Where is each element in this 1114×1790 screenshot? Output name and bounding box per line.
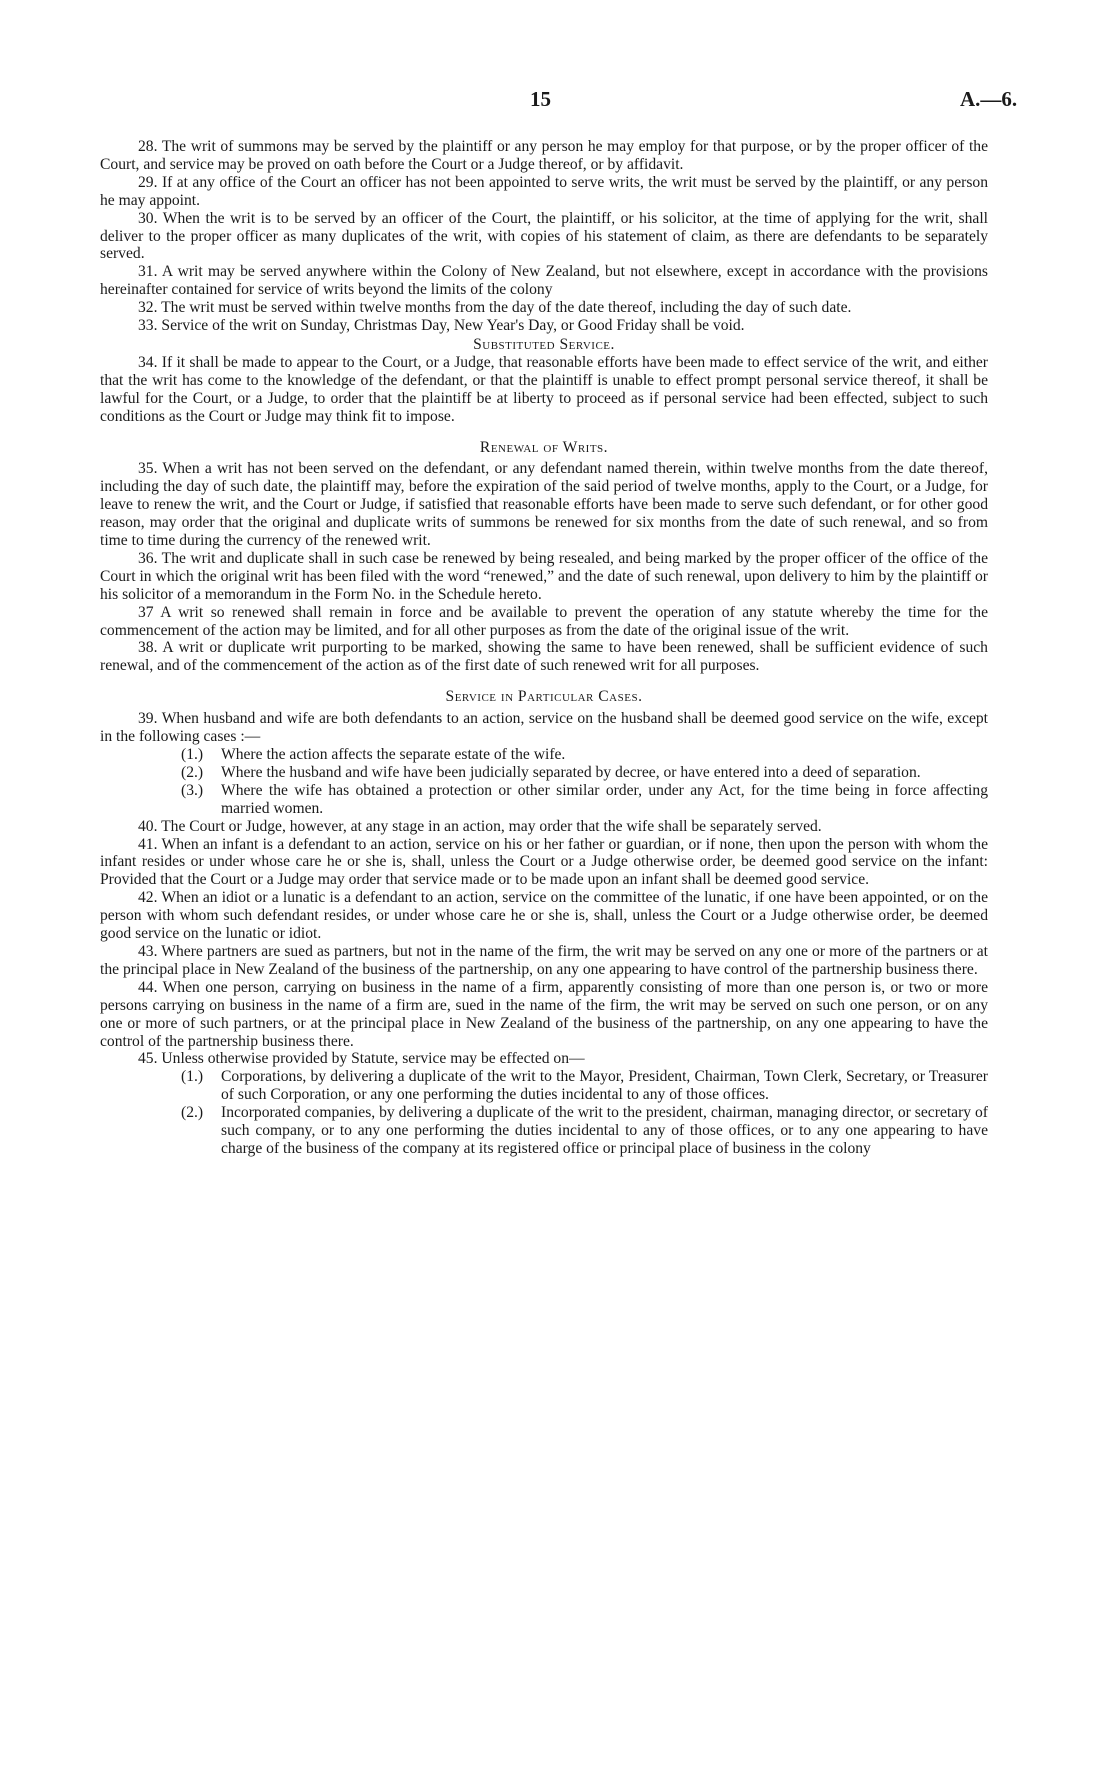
- numbered-paragraph: [100, 889, 988, 943]
- paragraph-number: 36.: [138, 549, 158, 567]
- paragraph-text: The writ and duplicate shall in such case be renewed by being resealed, and being marked by the proper officer of the office of the Court in which the original writ has been filed with the word “renewed,” and the date of such renewal, upon delivery to him by the plaintiff or his solicitor of a memorandum in the Form No. in the Schedule hereto.: [100, 549, 988, 603]
- section-heading: Service in Particular Cases.: [445, 688, 643, 706]
- numbered-paragraph: [100, 138, 988, 174]
- page-number: 15: [530, 87, 551, 111]
- numbered-paragraph: [100, 174, 988, 210]
- numbered-paragraph: [100, 317, 988, 335]
- list-item-number: (2.): [181, 1104, 204, 1122]
- paragraph-number: 28.: [138, 138, 158, 155]
- paragraph-number: 34.: [138, 353, 158, 371]
- numbered-paragraph: [100, 836, 988, 890]
- list-item: [100, 1104, 988, 1158]
- paragraph-number: 38.: [138, 639, 158, 657]
- paragraph-number: 35.: [138, 460, 158, 478]
- document-reference: A.—6.: [960, 87, 1018, 111]
- paragraph-number: 31.: [138, 263, 158, 281]
- paragraph-number: 30.: [138, 209, 158, 227]
- paragraph-text: The writ of summons may be served by the plaintiff or any person he may employ for that purpose, or by the proper officer of the Court, and service may be proved on oath before the Court or a Judge thereof, or by affidavit.: [100, 138, 988, 173]
- paragraph-text: When a writ has not been served on the defendant, or any defendant named therein, within twelve months from the date thereof, including the day of such date, the plaintiff may, before the expiration of the said period of twelve months, apply to the Court, or a Judge, for leave to renew the writ, and the Court or Judge, if satisfied that reasonable efforts have been made to serve such defendant, or for other good reason, may order that the original and duplicate writs of summons be renewed for six months from the date of such renewal, and so from time to time during the currency of the renewed writ.: [100, 460, 988, 550]
- document-body: [100, 138, 988, 1158]
- list-item-text: Where the action affects the separate estate of the wife.: [221, 746, 566, 763]
- paragraph-text: When an infant is a defendant to an action, service on his or her father or guardian, or if none, then upon the person with whom the infant resides or under whose care he or she is, shall, unless the Court or a Judge otherwise order, be deemed good service on the infant: Provided that the Court or a Judge may order that service made or to be made upon an infant shall be deemed good service.: [100, 835, 988, 889]
- list-item: [100, 764, 988, 782]
- paragraph-number: 41.: [138, 835, 158, 853]
- paragraph-number: 29.: [138, 173, 158, 191]
- paragraph-number: 32.: [138, 299, 158, 317]
- numbered-paragraph: [100, 639, 988, 675]
- paragraph-text: When an idiot or a lunatic is a defendant to an action, service on the committee of the lunatic, if one have been appointed, or on the person with whom such defendant resides, or under whose care he or she is, shall, unless the Court or a Judge otherwise order, be deemed good service on the lunatic or idiot.: [100, 889, 988, 943]
- paragraph-text: A writ so renewed shall remain in force and be available to prevent the operation of any statute whereby the time for the commencement of the action may be limited, and for all other purposes as from the date of the original issue of the writ.: [100, 603, 989, 639]
- list-item-text: Incorporated companies, by delivering a duplicate of the writ to the president, chairman, managing director, or secretary of such company, or to any one performing the duties incidental to any of those offices, or to any one appearing to have charge of the business of the company at its registered office or principal place of business in the colony: [221, 1104, 988, 1157]
- list-item-number: (1.): [181, 746, 204, 763]
- list-item-number: (3.): [181, 781, 204, 799]
- list-item-number: (1.): [181, 1068, 204, 1086]
- paragraph-text: When husband and wife are both defendants to an action, service on the husband shall be deemed good service on the wife, except in the following cases :—: [100, 710, 989, 746]
- numbered-paragraph: [100, 604, 988, 640]
- section-heading: Substituted Service.: [473, 335, 615, 353]
- paragraph-text: Where partners are sued as partners, but not in the name of the firm, the writ may be served on any one or more of the partners or at the principal place in New Zealand of the business of the partnership, on any one appearing to have control of the partnership business there.: [100, 942, 988, 978]
- paragraph-number: 40.: [138, 817, 158, 835]
- paragraph-number: 37: [138, 603, 154, 621]
- paragraph-number: 39.: [138, 710, 158, 728]
- paragraph-text: A writ may be served anywhere within the Colony of New Zealand, but not elsewhere, except in accordance with the provisions hereinafter contained for service of writs beyond the limits of the colony: [100, 263, 988, 299]
- paragraph-text: The Court or Judge, however, at any stage in an action, may order that the wife shall be separately served.: [161, 817, 822, 835]
- page-header: [0, 87, 1114, 117]
- list-item-number: (2.): [181, 763, 204, 781]
- list-item: [100, 782, 988, 818]
- numbered-paragraph: [100, 299, 988, 317]
- numbered-paragraph: [100, 979, 988, 1051]
- numbered-paragraph: [100, 354, 988, 426]
- list-item-text: Where the husband and wife have been judicially separated by decree, or have entered into a deed of separation.: [221, 763, 921, 781]
- paragraph-text: The writ must be served within twelve months from the day of the date thereof, including the day of such date.: [161, 299, 852, 317]
- paragraph-number: 33.: [138, 317, 158, 335]
- list-item-text: Corporations, by delivering a duplicate of the writ to the Mayor, President, Chairman, Town Clerk, Secretary, or Treasurer of such Corporation, or any one performing the duties incidental to any of those offices.: [221, 1068, 988, 1104]
- paragraph-number: 42.: [138, 889, 158, 907]
- list-item: [100, 1068, 988, 1104]
- paragraph-text: A writ or duplicate writ purporting to be marked, showing the same to have been renewed, shall be sufficient evidence of such renewal, and of the commencement of the action as of the first date of such renewed writ for all purposes.: [100, 639, 988, 675]
- paragraph-text: Unless otherwise provided by Statute, service may be effected on—: [161, 1050, 585, 1068]
- paragraph-text: When the writ is to be served by an officer of the Court, the plaintiff, or his solicitor, at the time of applying for the writ, shall deliver to the proper officer as many duplicates of the writ, with copies of his statement of claim, as there are defendants to be separately served.: [100, 209, 988, 263]
- paragraph-text: Service of the writ on Sunday, Christmas Day, New Year's Day, or Good Friday shall be void.: [161, 317, 745, 335]
- paragraph-number: 43.: [138, 942, 158, 960]
- numbered-paragraph: [100, 210, 988, 264]
- numbered-paragraph: [100, 550, 988, 604]
- numbered-paragraph: [100, 818, 988, 836]
- paragraph-text: If it shall be made to appear to the Court, or a Judge, that reasonable efforts have been made to effect service of the writ, and either that the writ has come to the knowledge of the defendant, or that the plaintiff is unable to effect prompt personal service thereof, it shall be lawful for the Court, or a Judge, to order that the plaintiff be at liberty to proceed as if personal service had been effected, subject to such conditions as the Court or Judge may think fit to impose.: [100, 353, 988, 425]
- numbered-paragraph: [100, 943, 988, 979]
- paragraph-number: 45.: [138, 1050, 158, 1068]
- list-item: [100, 746, 988, 764]
- list-item-text: Where the wife has obtained a protection or other similar order, under any Act, for the time being in force affecting married women.: [221, 781, 988, 817]
- numbered-paragraph: [100, 710, 988, 746]
- paragraph-text: When one person, carrying on business in the name of a firm, apparently consisting of more than one person is, or two or more persons carrying on business in the name of a firm are, sued in the name of the firm, the writ may be served on such one person, or on any one or more of such partners, or at the principal place in New Zealand of the business of the partnership, on any one appearing to have the control of the partnership business there.: [100, 978, 988, 1050]
- numbered-paragraph: [100, 263, 988, 299]
- numbered-paragraph: [100, 460, 988, 550]
- paragraph-number: 44.: [138, 978, 158, 996]
- numbered-paragraph: [100, 1050, 988, 1068]
- section-heading: Renewal of Writs.: [479, 438, 609, 456]
- paragraph-text: If at any office of the Court an officer has not been appointed to serve writs, the writ must be served by the plaintiff, or any person he may appoint.: [100, 173, 989, 209]
